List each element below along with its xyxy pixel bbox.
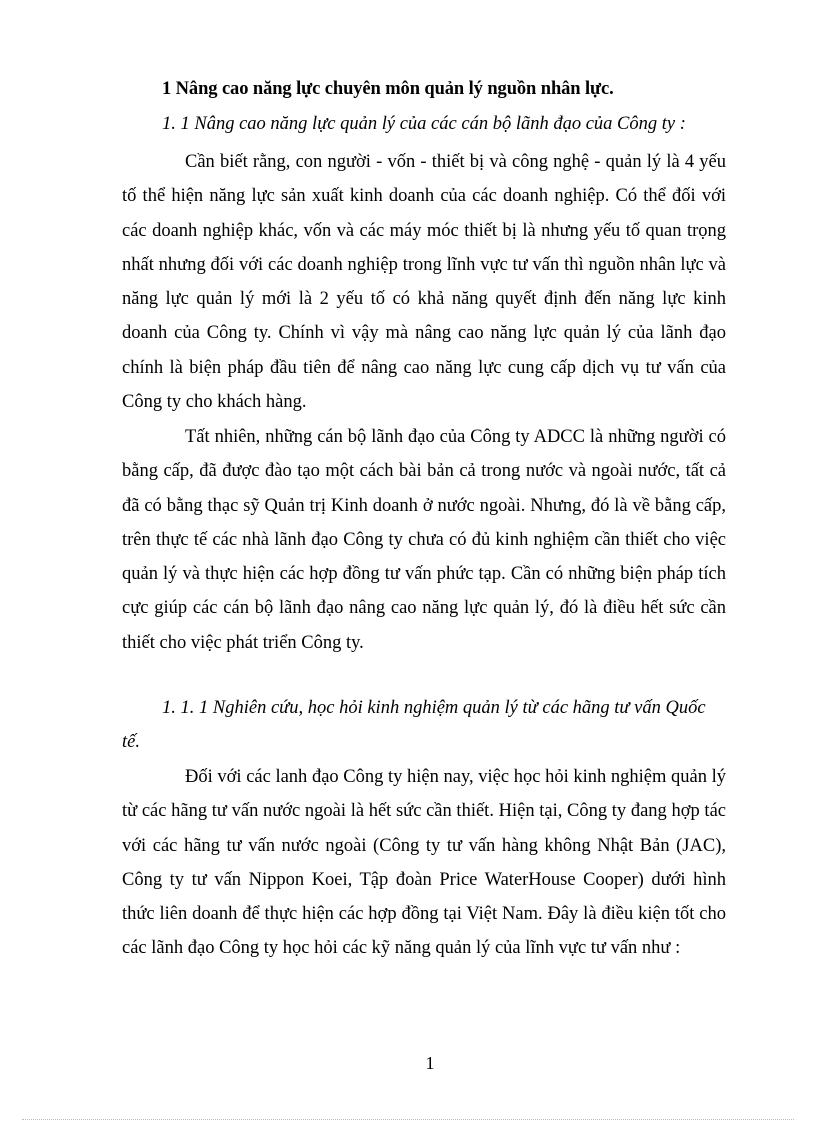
section-heading-1-1: 1. 1 Nâng cao năng lực quản lý của các cán bộ lãnh đạo của Công ty :	[162, 114, 686, 134]
section-heading-1-1-1: 1. 1. 1 Nghiên cứu, học hỏi kinh nghiệm quản lý từ các hãng tư vấn Quốc tế.	[122, 698, 706, 753]
page-bottom-divider	[22, 1119, 794, 1120]
page-number: 1	[425, 1053, 435, 1073]
paragraph-1: Cần biết rằng, con người - vốn - thiết bị và công nghệ - quản lý là 4 yếu tố thể hiện năng lực sản xuất kinh doanh của các doanh nghiệp. Có thể đối với các doanh nghiệp khác, vốn và các máy móc thiết bị là nhưng yếu tố quan trọng nhất nhưng đối với các doanh nghiệp trong lĩnh vực tư vấn thì nguồn nhân lực và năng lực quản lý mới là 2 yếu tố có khả năng quyết định đến năng lực kinh doanh của Công ty. Chính vì vậy mà nâng cao năng lực quản lý của lãnh đạo chính là biện pháp đầu tiên để nâng cao năng lực cung cấp dịch vụ tư vấn của Công ty cho khách hàng.	[122, 152, 726, 413]
paragraph-2: Tất nhiên, những cán bộ lãnh đạo của Công ty ADCC là những người có bằng cấp, đã được đào tạo một cách bài bản cả trong nước và ngoài nước, tất cả đã có bằng thạc sỹ Quản trị Kinh doanh ở nước ngoài. Nhưng, đó là về bằng cấp, trên thực tế các nhà lãnh đạo Công ty chưa có đủ kinh nghiệm cần thiết cho việc quản lý và thực hiện các hợp đồng tư vấn phức tạp. Cần có những biện pháp tích cực giúp các cán bộ lãnh đạo nâng cao năng lực quản lý, đó là điều hết sức cần thiết cho việc phát triển Công ty.	[122, 427, 726, 653]
paragraph-3: Đối với các lanh đạo Công ty hiện nay, việc học hỏi kinh nghiệm quản lý từ các hãng tư vấn nước ngoài là hết sức cần thiết. Hiện tại, Công ty đang hợp tác với các hãng tư vấn nước ngoài (Công ty tư vấn hàng không Nhật Bản (JAC), Công ty tư vấn Nippon Koei, Tập đoàn Price WaterHouse Cooper) dưới hình thức liên doanh để thực hiện các hợp đồng tại Việt Nam. Đây là điều kiện tốt cho các lãnh đạo Công ty học hỏi các kỹ năng quản lý của lĩnh vực tư vấn như :	[122, 767, 726, 959]
section-heading-1: 1 Nâng cao năng lực chuyên môn quản lý nguồn nhân lực.	[162, 79, 614, 99]
